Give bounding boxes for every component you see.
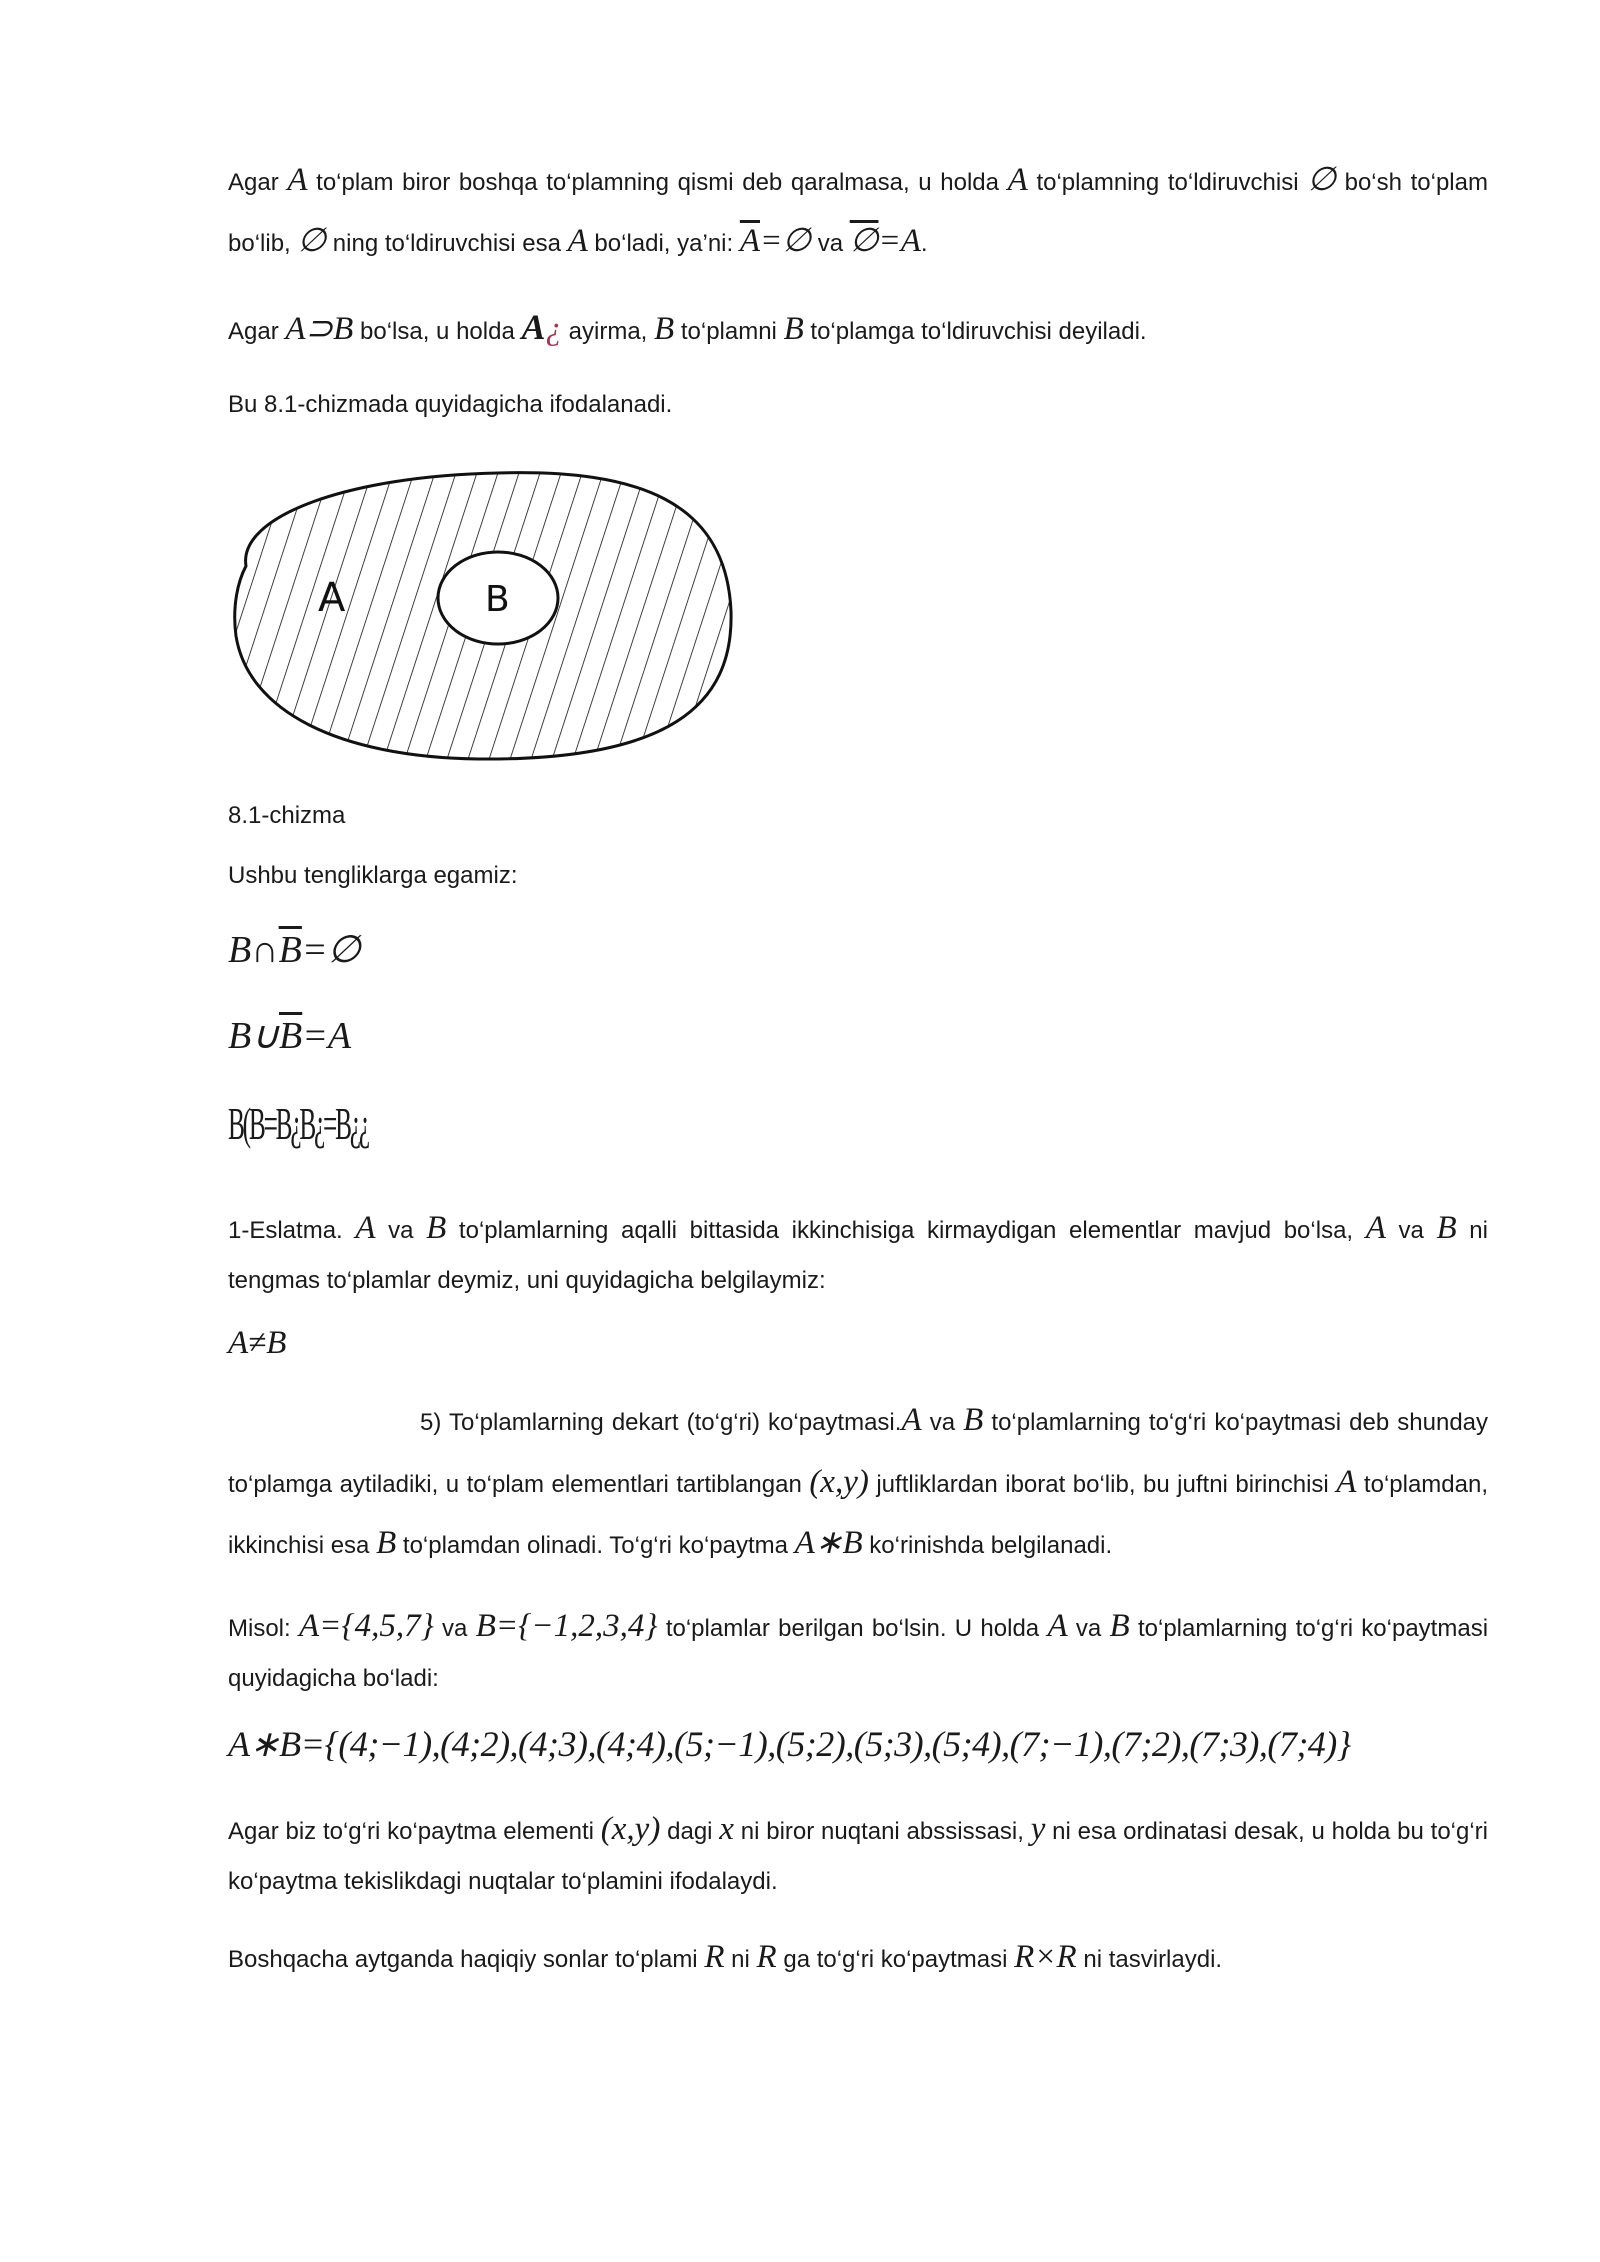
paragraph-intro-figure: Bu 8.1-chizmada quyidagicha ifodalanadi. [228, 390, 673, 418]
paragraph-complement: Agar A to‘plam biror boshqa to‘plamning qismi deb qaralmasa, u holda A to‘plamning to‘ldiruvchisi ∅ bo‘sh to‘plam bo‘lib, ∅ ning to‘ldiruvchisi esa A bo‘ladi, ya’ni: $\overline{A}=\emptyset$ va ∅=A. [228, 162, 1488, 260]
formula-empty-complement: ∅=A [849, 223, 921, 260]
formula-a-complement: $\overline{A}=\emptyset$ [739, 223, 812, 260]
equation-union: $B\cup\overline{B}=A$ [228, 1014, 352, 1057]
set-a-label: A [318, 575, 346, 622]
venn-figure [228, 461, 1488, 771]
paragraph-coordinates: Agar biz to‘g‘ri ko‘paytma elementi (x,y) dagi x ni biror nuqtani abssissasi, y ni esa ordinatasi desak, u holda bu to‘g‘ri ko‘paytma tekislikdagi nuqtalar to‘plamini ifodalaydi. [228, 1811, 1488, 1896]
paragraph-equalities-intro: Ushbu tengliklarga egamiz: [228, 861, 518, 889]
set-b-label: B [485, 579, 510, 621]
document-page [228, 150, 1488, 2010]
equation-intersection: $B\cap\overline{B}=\emptyset$ [228, 929, 361, 972]
formula-cartesian-result: A∗B={(4;−1),(4;2),(4;3),(4;4),(5;−1),(5;2),(5;3),(5;4),(7;−1),(7;2),(7;3),(7;4)} [228, 1724, 1351, 1765]
paragraph-note-1: 1-Eslatma. A va B to‘plamlarning aqalli bittasida ikkinchisiga kirmaydigan elementlar mavjud bo‘lsa, A va B ni tengmas to‘plamlar deymiz, uni quyidagicha belgilaymiz: [228, 1210, 1488, 1295]
formula-not-equal: A≠B [228, 1325, 287, 1362]
equation-garbled: B(B=B¿B¿=B¿¿ [228, 1098, 368, 1150]
figure-caption: 8.1-chizma [228, 802, 346, 830]
paragraph-cartesian-product: 5) To‘plamlarning dekart (to‘g‘ri) ko‘paytmasi.A va B to‘plamlarning to‘g‘ri ko‘paytmasi deb shunday to‘plamga aytiladiki, u to‘plam elementlari tartiblangan (x,y) juftliklardan iborat bo‘lib, bu juftni birinchisi A to‘plamdan, ikkinchisi esa B to‘plamdan olinadi. To‘g‘ri ko‘paytma A∗B ko‘rinishda belgilanadi. [228, 1402, 1489, 1561]
paragraph-difference: Agar A⊃B bo‘lsa, u holda A¿ ayirma, B to‘plamni B to‘plamga to‘ldiruvchisi deyiladi. [228, 307, 1147, 348]
hatched-set-diagram [228, 461, 748, 771]
paragraph-real-plane: Boshqacha aytganda haqiqiy sonlar to‘plami R ni R ga to‘g‘ri ko‘paytmasi R×R ni tasvirlaydi. [228, 1938, 1223, 1975]
paragraph-example: Misol: A={4,5,7} va B={−1,2,3,4} to‘plamlar berilgan bo‘lsin. U holda A va B to‘plamlarning to‘g‘ri ko‘paytmasi quyidagicha bo‘ladi: [228, 1607, 1489, 1692]
